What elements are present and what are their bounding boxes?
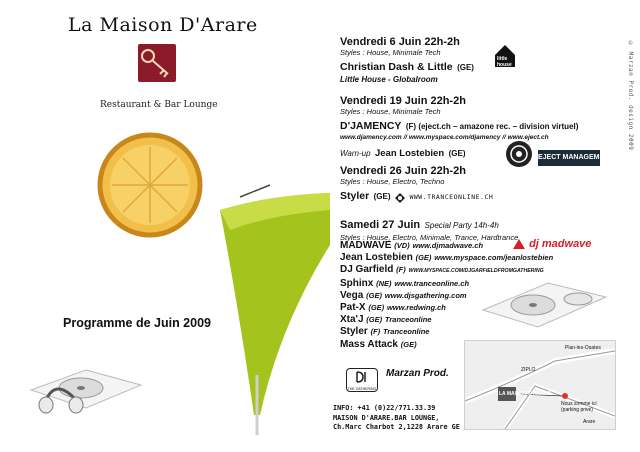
lineup-origin: (F) (396, 265, 406, 275)
lineup-origin: (GE) (366, 290, 382, 300)
madwave-logo (512, 238, 591, 250)
gathering-label: THE GATHERING (347, 387, 377, 391)
lineup-link[interactable]: www.djsgathering.com (384, 290, 467, 300)
lineup-origin: (GE) (366, 315, 383, 325)
lineup-name: Vega (340, 289, 364, 301)
map-label-ziplo: ZIPLO (521, 367, 536, 373)
lineup-name: Pat-X (340, 302, 366, 314)
the-gathering-logo (346, 368, 378, 392)
lineup-origin: (F) (370, 327, 381, 337)
lineup-link[interactable]: www.myspace.com/jeanlostebien (434, 253, 554, 263)
party-styles: Styles : House, Electro, Minimale, Trance, Hardtrance (340, 233, 519, 242)
tranceonline-icon (395, 190, 405, 200)
marzan-prod-logo: Marzan Prod. (386, 368, 449, 379)
lineup-link: Tranceonline (382, 327, 430, 337)
little-house-logo (493, 43, 517, 69)
madwave-label: dj madwave (529, 238, 592, 250)
event-date: Vendredi 6 Juin 22h-2h (340, 36, 460, 48)
location-map[interactable] (464, 340, 616, 430)
eject-circle-logo (505, 140, 533, 168)
turntable-headphones-illustration (26, 360, 144, 420)
lineup-link[interactable]: www.redwing.ch (386, 303, 446, 313)
lineup-name: MADWAVE (340, 240, 392, 251)
party-date: Samedi 27 Juin (340, 219, 421, 231)
info-phone: INFO: +41 (0)22/771.33.39 (333, 404, 436, 412)
lineup-name: Xta'J (340, 314, 364, 326)
lineup-origin: (VD) (394, 241, 410, 250)
map-label-arare: Arare (583, 419, 596, 425)
lineup-origin: (GE) (368, 303, 385, 313)
party-event (340, 215, 518, 242)
lineup-name: DJ Garfield (340, 264, 394, 276)
event-1 (340, 36, 474, 84)
lemon-slice-icon (100, 135, 200, 235)
lineup-origin: (GE) (415, 253, 432, 263)
lineup-name: Mass Attack (340, 338, 398, 350)
event-artist: D'JAMENCY (340, 120, 402, 132)
lineup-item (340, 252, 553, 264)
event-links: www.djamency.com // www.myspace.com/djamency // www.eject.ch (340, 134, 549, 141)
info-address: Ch.Marc Charbot 2,1228 Arare GE (333, 423, 460, 431)
event-artist: Styler (340, 190, 370, 202)
warmup-artist: Jean Lostebien (374, 148, 445, 159)
key-icon (138, 44, 176, 82)
event-artist-origin: (GE) (457, 63, 474, 72)
warmup-origin: (GE) (448, 149, 466, 158)
eject-management-badge: EJECT MANAGEMENT (538, 150, 600, 166)
programme-title: Programme de Juin 2009 (63, 316, 211, 330)
lineup-link[interactable]: www.djmadwave.ch (412, 241, 484, 250)
tranceonline-link[interactable]: WWW.TRANCEONLINE.CH (409, 193, 494, 201)
event-3 (340, 165, 493, 204)
warmup-label: Warn-up (340, 149, 371, 158)
map-roads (465, 341, 615, 429)
event-artist-origin: (GE) (373, 192, 391, 201)
lineup-origin: (GE) (400, 339, 417, 349)
brand-title: La Maison D'Arare (68, 14, 258, 36)
map-label-plan: Plan-les-Ouates (565, 345, 601, 351)
lineup-name: Sphinx (340, 277, 374, 289)
lineup-link: Tranceonline (384, 315, 432, 325)
lineup-name: Styler (340, 326, 368, 338)
madwave-icon (512, 238, 526, 250)
contact-info (333, 404, 460, 433)
lineup-link[interactable]: WWW.MYSPACE.COM/DJGARFIELDFROMGATHERING (408, 268, 544, 275)
event-artist: Christian Dash & Little (340, 61, 453, 73)
event-styles: Styles : House, Minimale Tech (340, 48, 441, 57)
martini-glass-icon (220, 185, 330, 435)
little-house-label: little house (497, 56, 512, 68)
event-styles: Styles : House, Minimale Tech (340, 107, 441, 116)
brand-tagline: Restaurant & Bar Lounge (100, 100, 218, 110)
map-label-here: Nous somme ici (parking privé) (561, 401, 597, 413)
lineup-name: Jean Lostebien (340, 252, 413, 264)
turntable-illustration (478, 275, 610, 335)
eject-icon (505, 140, 533, 168)
event-note: Little House - Globalroom (340, 75, 438, 84)
key-logo (138, 44, 176, 82)
event-date: Vendredi 26 Juin 22h-2h (340, 165, 466, 177)
event-artist-origin: (F) (eject.ch – amazone rec. – division virtuel) (405, 122, 579, 131)
copyright-text: © Marzan Prod. design 2009 (627, 40, 634, 151)
event-styles: Styles : House, Electro, Techno (340, 177, 445, 186)
lineup-link[interactable]: www.tranceonline.ch (394, 278, 470, 288)
event-date: Vendredi 19 Juin 22h-2h (340, 95, 466, 107)
gathering-icon (347, 369, 377, 385)
party-subtitle: Special Party 14h-4h (424, 221, 499, 230)
map-label-venue: LA MAISON D'ARARE (499, 391, 551, 397)
info-venue: MAISON D'ARARE.BAR LOUNGE, (333, 413, 440, 422)
lineup-origin: (NE) (376, 278, 392, 288)
